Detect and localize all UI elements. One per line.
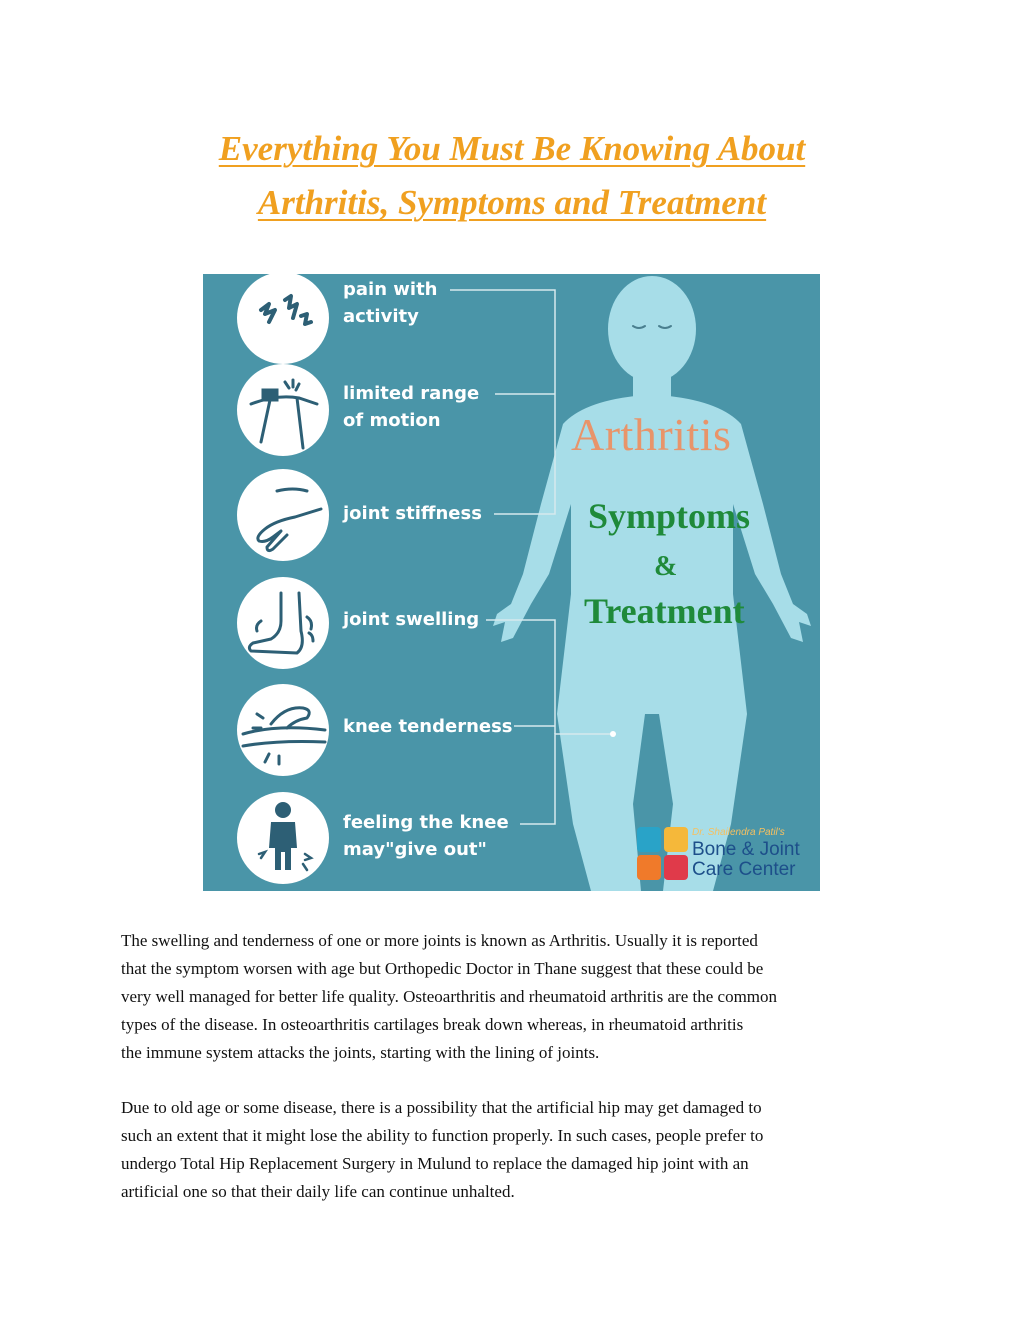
symptom-label-range: [343, 380, 479, 434]
paragraph-line: The swelling and tenderness of one or more joints is known as Arthritis. Usually it is reported: [121, 931, 758, 950]
zigzag-pain-icon: [237, 274, 329, 364]
symptom-line: of motion: [343, 410, 441, 431]
logo-line-1: Bone & Joint: [692, 839, 800, 860]
symptom-line: pain with: [343, 279, 438, 300]
spine-icon: [664, 827, 688, 852]
logo-line-2: Care Center: [692, 859, 796, 880]
arthritis-heading: Arthritis: [571, 409, 732, 460]
symptoms-heading: Symptoms: [588, 496, 751, 536]
paragraph-line: very well managed for better life quality. Osteoarthritis and rheumatoid arthritis are the common: [121, 987, 778, 1006]
paragraph-hip-replacement: [121, 1094, 906, 1206]
title-line-1[interactable]: Everything You Must Be Knowing About: [218, 129, 806, 168]
page-title[interactable]: [0, 122, 1024, 230]
clinic-logo: [637, 827, 820, 891]
symptom-label-pain: [343, 276, 438, 330]
symptom-line: limited range: [343, 383, 480, 404]
runner-icon: [637, 827, 661, 852]
athlete-icon: [664, 855, 688, 880]
symptom-label-stiffness: [343, 500, 482, 527]
symptom-label-give-out: [343, 809, 509, 863]
symptom-line: feeling the knee: [343, 812, 509, 833]
logo-icons: [637, 827, 689, 883]
ampersand: &: [654, 551, 678, 582]
paragraph-line: the immune system attacks the joints, starting with the lining of joints.: [121, 1043, 600, 1062]
symptom-line: joint swelling: [343, 609, 480, 630]
elbow-hammer-icon: [237, 364, 329, 456]
stiff-hand-icon: [237, 469, 329, 561]
symptom-line: knee tenderness: [343, 716, 513, 737]
treatment-heading: Treatment: [584, 591, 745, 631]
paragraph-line: types of the disease. In osteoarthritis cartilages break down whereas, in rheumatoid arthritis: [121, 1015, 744, 1034]
paragraph-line: that the symptom worsen with age but Orthopedic Doctor in Thane suggest that these could be: [121, 959, 764, 978]
paragraph-line: such an extent that it might lose the ability to function properly. In such cases, people prefer to: [121, 1126, 764, 1145]
symptom-line: may"give out": [343, 839, 487, 860]
paragraph-line: artificial one so that their daily life can continue unhalted.: [121, 1182, 515, 1201]
symptom-line: joint stiffness: [343, 503, 482, 524]
arthritis-infographic: [203, 274, 820, 891]
paragraph-line: Due to old age or some disease, there is a possibility that the artificial hip may get damaged to: [121, 1098, 762, 1117]
symptom-label-swelling: [343, 606, 479, 633]
tender-knee-icon: [237, 684, 329, 776]
paragraph-arthritis: [121, 927, 906, 1067]
swollen-ankle-icon: [237, 577, 329, 669]
symptom-label-tenderness: [343, 713, 513, 740]
knee-icon: [637, 855, 661, 880]
paragraph-line: undergo Total Hip Replacement Surgery in Mulund to replace the damaged hip joint with an: [121, 1154, 749, 1173]
symptom-line: activity: [343, 306, 419, 327]
unstable-knee-icon: [237, 792, 329, 884]
logo-doctor-name: Dr. Shailendra Patil's: [692, 827, 785, 838]
title-line-2[interactable]: Arthritis, Symptoms and Treatment: [257, 183, 767, 222]
